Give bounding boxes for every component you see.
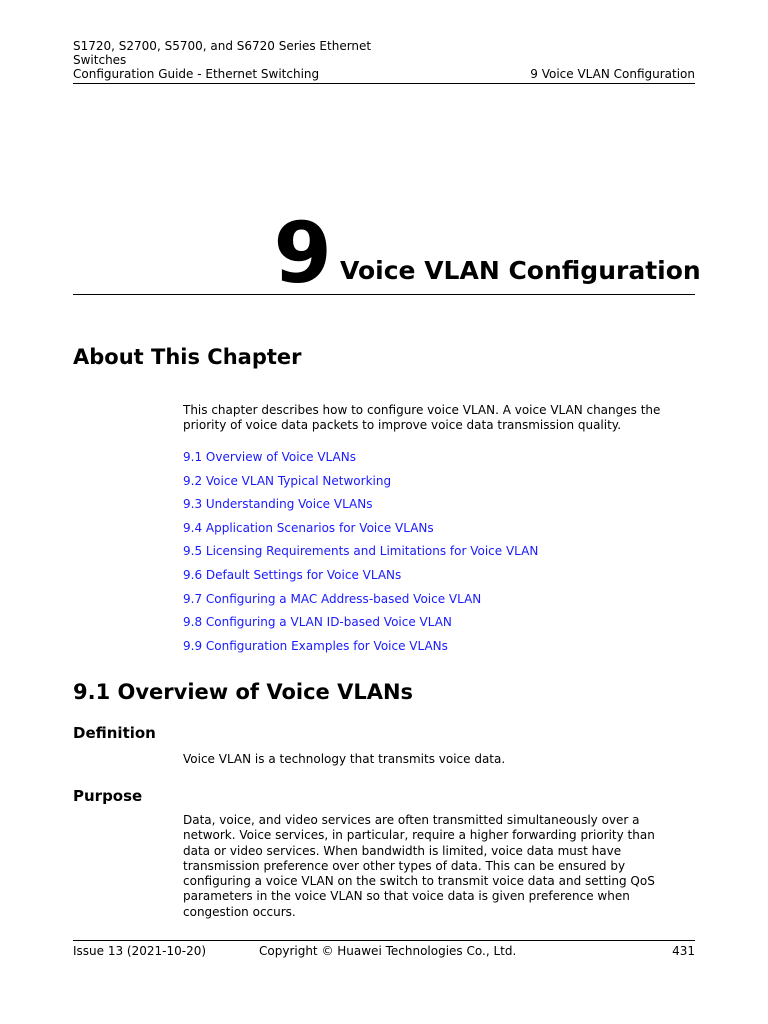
header-section: 9 Voice VLAN Configuration: [530, 67, 695, 81]
toc-link-9-8[interactable]: 9.8 Configuring a VLAN ID-based Voice VLAN: [183, 615, 452, 630]
header-divider: [73, 83, 695, 84]
header-product-line2: Switches: [73, 53, 127, 67]
toc-item: [183, 497, 538, 521]
definition-heading: Definition: [73, 724, 156, 742]
purpose-text: Data, voice, and video services are often transmitted simultaneously over a network. Voice services, in particular, require a higher forwarding priority than data or video services. When bandwidth is limited, voice data must have transmission preference over other types of data. This can be ensured by configuring a voice VLAN on the switch to transmit voice data and setting QoS parameters in the voice VLAN so that voice data is given preference when congestion occurs.: [183, 813, 655, 919]
toc-item: [183, 474, 538, 498]
definition-text: Voice VLAN is a technology that transmits voice data.: [183, 752, 506, 766]
toc-link-9-1[interactable]: 9.1 Overview of Voice VLANs: [183, 450, 356, 464]
header-guide: Configuration Guide - Ethernet Switching: [73, 67, 320, 81]
toc-item: [183, 639, 538, 663]
toc-item: [183, 615, 538, 639]
toc-link-9-6[interactable]: 9.6 Default Settings for Voice VLANs: [183, 567, 402, 582]
purpose-heading: Purpose: [73, 787, 143, 805]
header-product-line1: S1720, S2700, S5700, and S6720 Series Ethernet: [73, 39, 372, 53]
about-intro: This chapter describes how to configure voice VLAN. A voice VLAN changes the priority of voice data packets to improve voice data transmission quality.: [183, 403, 661, 433]
toc-item: [183, 521, 538, 545]
toc-link-9-3[interactable]: 9.3 Understanding Voice VLANs: [183, 497, 373, 512]
chapter-title: Voice VLAN Configuration: [340, 256, 701, 285]
overview-heading: 9.1 Overview of Voice VLANs: [73, 680, 414, 704]
about-heading: About This Chapter: [73, 345, 302, 369]
toc-link-9-4[interactable]: 9.4 Application Scenarios for Voice VLANs: [183, 520, 434, 535]
toc-item: [183, 450, 538, 474]
chapter-number: 9: [273, 204, 330, 302]
toc-link-9-9[interactable]: 9.9 Configuration Examples for Voice VLANs: [183, 638, 448, 653]
footer-page-number: 431: [672, 944, 695, 958]
toc-link-9-7[interactable]: 9.7 Configuring a MAC Address-based Voice VLAN: [183, 591, 482, 606]
footer-copyright: Copyright © Huawei Technologies Co., Ltd.: [259, 944, 517, 958]
chapter-divider: [73, 294, 695, 295]
footer-divider: [73, 940, 695, 941]
toc-link-9-5[interactable]: 9.5 Licensing Requirements and Limitations for Voice VLAN: [183, 544, 539, 559]
toc-list: [183, 450, 538, 662]
toc-item: [183, 592, 538, 616]
footer-issue: Issue 13 (2021-10-20): [73, 944, 207, 958]
toc-link-9-2[interactable]: 9.2 Voice VLAN Typical Networking: [183, 473, 392, 488]
toc-item: [183, 568, 538, 592]
header-product: [73, 39, 403, 81]
toc-item: [183, 544, 538, 568]
